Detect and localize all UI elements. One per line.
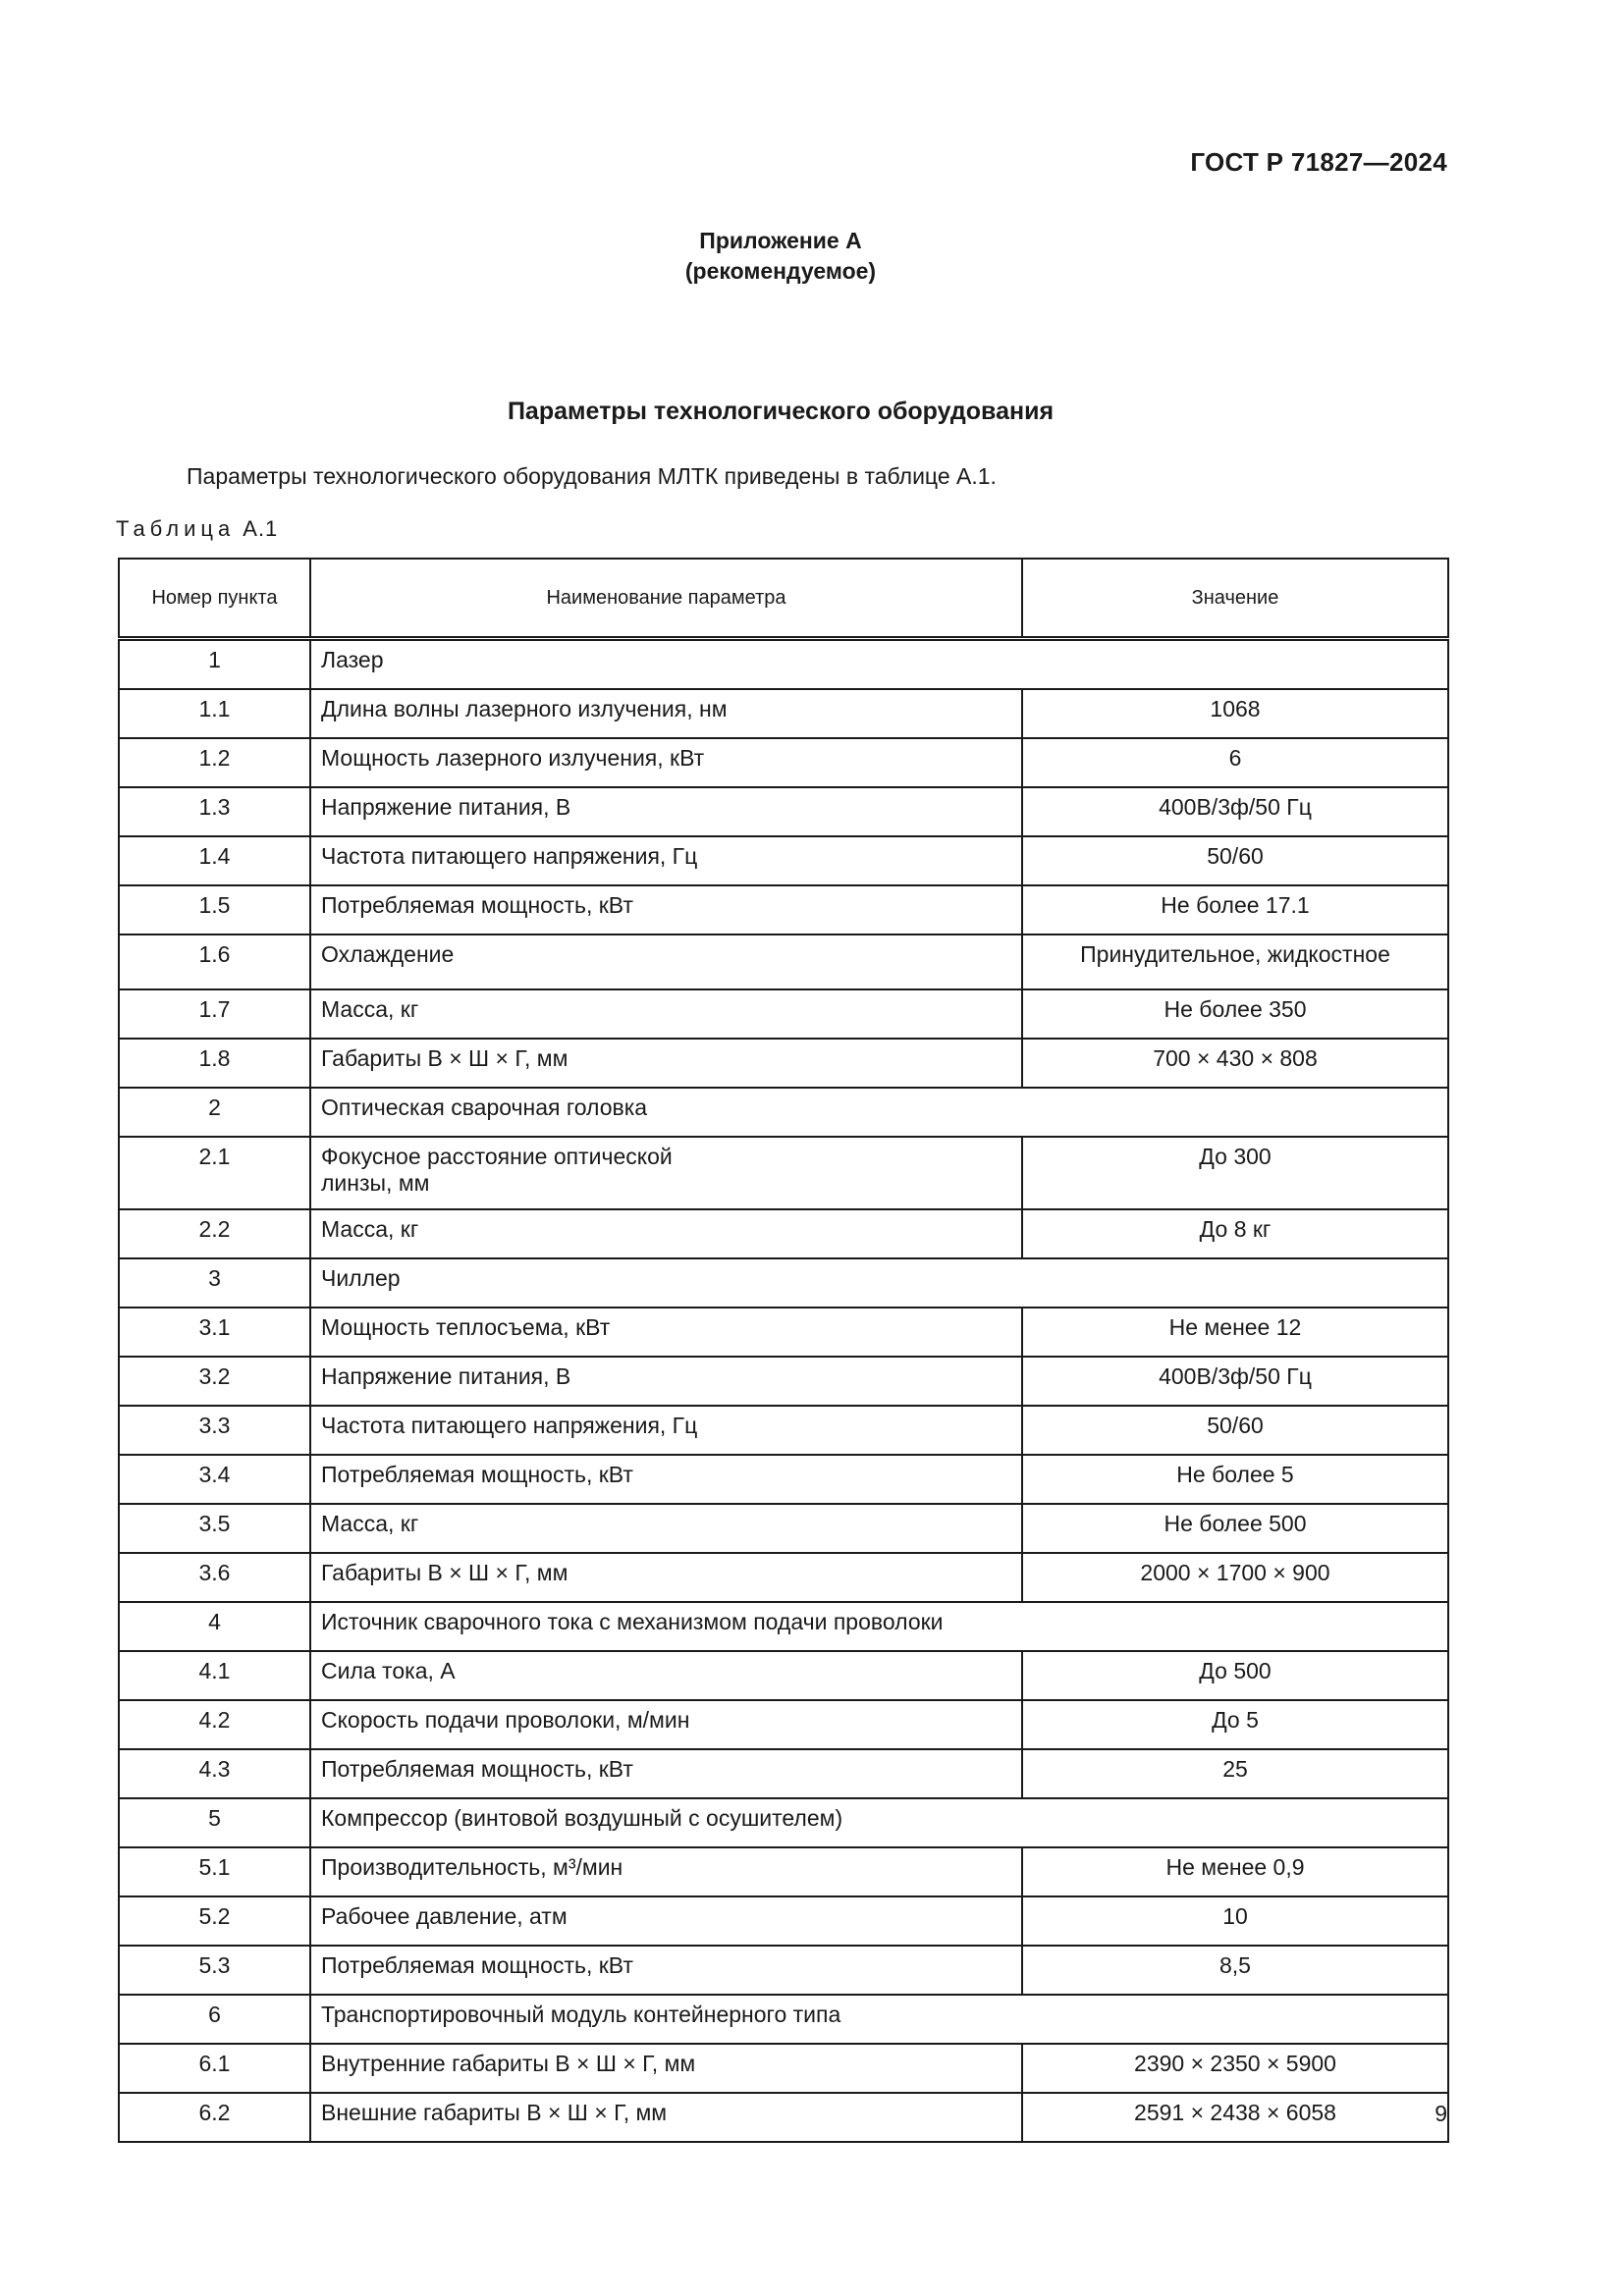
row-parameter-name: Производительность, м³/мин — [310, 1847, 1022, 1896]
table-row — [119, 885, 1448, 934]
row-parameter-name: Потребляемая мощность, кВт — [310, 885, 1022, 934]
row-number: 1.3 — [119, 787, 310, 836]
row-parameter-name: Частота питающего напряжения, Гц — [310, 1406, 1022, 1455]
row-value: Не менее 12 — [1022, 1308, 1448, 1357]
row-number: 6.1 — [119, 2044, 310, 2093]
row-number: 4.3 — [119, 1749, 310, 1798]
column-header-value: Значение — [1022, 559, 1448, 639]
row-value: До 500 — [1022, 1651, 1448, 1700]
row-number: 4.1 — [119, 1651, 310, 1700]
row-parameter-name: Оптическая сварочная головка — [310, 1088, 1448, 1137]
row-parameter-name: Потребляемая мощность, кВт — [310, 1749, 1022, 1798]
row-number: 5.3 — [119, 1946, 310, 1995]
row-number: 6.2 — [119, 2093, 310, 2142]
table-group-row — [119, 639, 1448, 690]
row-parameter-name: Потребляемая мощность, кВт — [310, 1455, 1022, 1504]
row-value: 2390 × 2350 × 5900 — [1022, 2044, 1448, 2093]
section-title: Параметры технологического оборудования — [507, 398, 1055, 425]
row-value: 10 — [1022, 1896, 1448, 1946]
row-value: Не менее 0,9 — [1022, 1847, 1448, 1896]
row-parameter-name: Мощность теплосъема, кВт — [310, 1308, 1022, 1357]
row-value: 700 × 430 × 808 — [1022, 1039, 1448, 1088]
row-number: 3.2 — [119, 1357, 310, 1406]
table-row — [119, 1137, 1448, 1209]
table-row — [119, 1406, 1448, 1455]
row-parameter-name: Мощность лазерного излучения, кВт — [310, 738, 1022, 787]
row-parameter-name: Источник сварочного тока с механизмом подачи проволоки — [310, 1602, 1448, 1651]
table-row — [119, 836, 1448, 885]
table-row — [119, 787, 1448, 836]
row-parameter-name: Внешние габариты В × Ш × Г, мм — [310, 2093, 1022, 2142]
row-value: Не более 500 — [1022, 1504, 1448, 1553]
row-number: 4 — [119, 1602, 310, 1651]
table-group-row — [119, 1798, 1448, 1847]
column-header-number: Номер пункта — [119, 559, 310, 639]
table-row — [119, 1651, 1448, 1700]
row-number: 5.1 — [119, 1847, 310, 1896]
row-parameter-name: Сила тока, А — [310, 1651, 1022, 1700]
table-row — [119, 2044, 1448, 2093]
row-value: До 5 — [1022, 1700, 1448, 1749]
row-parameter-name: Транспортировочный модуль контейнерного типа — [310, 1995, 1448, 2044]
row-value: 8,5 — [1022, 1946, 1448, 1995]
table-row — [119, 1847, 1448, 1896]
table-row — [119, 1553, 1448, 1602]
column-header-name: Наименование параметра — [310, 559, 1022, 639]
table-group-row — [119, 1088, 1448, 1137]
row-value: 400В/3ф/50 Гц — [1022, 787, 1448, 836]
table-caption-number: А.1 — [243, 516, 279, 541]
intro-paragraph: Параметры технологического оборудования МЛТК приведены в таблице А.1. — [187, 463, 997, 489]
row-value: Не более 5 — [1022, 1455, 1448, 1504]
document-code: ГОСТ Р 71827—2024 — [1190, 147, 1447, 177]
table-row — [119, 1455, 1448, 1504]
row-number: 5.2 — [119, 1896, 310, 1946]
appendix-title: Приложение А — [699, 228, 862, 253]
row-number: 3.4 — [119, 1455, 310, 1504]
row-parameter-name: Частота питающего напряжения, Гц — [310, 836, 1022, 885]
row-parameter-name: Компрессор (винтовой воздушный с осушителем) — [310, 1798, 1448, 1847]
row-value: Не более 17.1 — [1022, 885, 1448, 934]
row-value: До 8 кг — [1022, 1209, 1448, 1258]
row-value: Не более 350 — [1022, 989, 1448, 1039]
row-number: 6 — [119, 1995, 310, 2044]
page-number: 9 — [1435, 2101, 1447, 2126]
row-parameter-name: Потребляемая мощность, кВт — [310, 1946, 1022, 1995]
row-number: 1.6 — [119, 934, 310, 989]
table-row — [119, 1946, 1448, 1995]
row-value: 25 — [1022, 1749, 1448, 1798]
table-body — [119, 639, 1448, 2143]
row-parameter-name: Напряжение питания, В — [310, 1357, 1022, 1406]
row-number: 1.7 — [119, 989, 310, 1039]
table-row — [119, 2093, 1448, 2142]
row-value: До 300 — [1022, 1137, 1448, 1209]
row-parameter-name: Скорость подачи проволоки, м/мин — [310, 1700, 1022, 1749]
row-parameter-name: Масса, кг — [310, 989, 1022, 1039]
table-row — [119, 1308, 1448, 1357]
row-parameter-name: Напряжение питания, В — [310, 787, 1022, 836]
parameters-table — [118, 558, 1449, 2143]
row-parameter-name: Внутренние габариты В × Ш × Г, мм — [310, 2044, 1022, 2093]
row-parameter-name: Габариты В × Ш × Г, мм — [310, 1039, 1022, 1088]
row-parameter-name: Масса, кг — [310, 1209, 1022, 1258]
row-parameter-name: Охлаждение — [310, 934, 1022, 989]
table-group-row — [119, 1602, 1448, 1651]
row-number: 1.2 — [119, 738, 310, 787]
row-parameter-name: Рабочее давление, атм — [310, 1896, 1022, 1946]
row-parameter-name: Чиллер — [310, 1258, 1448, 1308]
row-number: 3.5 — [119, 1504, 310, 1553]
row-number: 1.1 — [119, 689, 310, 738]
row-value: 6 — [1022, 738, 1448, 787]
row-parameter-name: Масса, кг — [310, 1504, 1022, 1553]
row-number: 3.6 — [119, 1553, 310, 1602]
table-row — [119, 1357, 1448, 1406]
table-row — [119, 738, 1448, 787]
table-row — [119, 989, 1448, 1039]
table-caption — [116, 516, 278, 542]
row-number: 4.2 — [119, 1700, 310, 1749]
row-value: 50/60 — [1022, 836, 1448, 885]
row-number: 1.4 — [119, 836, 310, 885]
row-value: 2000 × 1700 × 900 — [1022, 1553, 1448, 1602]
row-number: 3.3 — [119, 1406, 310, 1455]
table-header-row — [119, 559, 1448, 639]
row-number: 2.1 — [119, 1137, 310, 1209]
row-parameter-name: Фокусное расстояние оптической линзы, мм — [310, 1137, 1022, 1209]
row-value: 1068 — [1022, 689, 1448, 738]
appendix-heading — [0, 226, 1561, 287]
row-number: 2.2 — [119, 1209, 310, 1258]
appendix-subtitle: (рекомендуемое) — [684, 258, 877, 284]
row-number: 1.5 — [119, 885, 310, 934]
table-row — [119, 1039, 1448, 1088]
table-row — [119, 1504, 1448, 1553]
row-number: 2 — [119, 1088, 310, 1137]
row-number: 5 — [119, 1798, 310, 1847]
table-row — [119, 1896, 1448, 1946]
row-number: 1.8 — [119, 1039, 310, 1088]
row-number: 3 — [119, 1258, 310, 1308]
row-value: Принудительное, жидкостное — [1022, 934, 1448, 989]
row-value: 50/60 — [1022, 1406, 1448, 1455]
row-value: 2591 × 2438 × 6058 — [1022, 2093, 1448, 2142]
table-row — [119, 1749, 1448, 1798]
row-parameter-name: Лазер — [310, 639, 1448, 690]
row-value: 400В/3ф/50 Гц — [1022, 1357, 1448, 1406]
table-group-row — [119, 1258, 1448, 1308]
table-row — [119, 689, 1448, 738]
table-row — [119, 1700, 1448, 1749]
table-caption-label: Таблица — [116, 516, 236, 541]
row-number: 3.1 — [119, 1308, 310, 1357]
row-parameter-name: Длина волны лазерного излучения, нм — [310, 689, 1022, 738]
row-number: 1 — [119, 639, 310, 690]
table-group-row — [119, 1995, 1448, 2044]
table-row — [119, 1209, 1448, 1258]
row-parameter-name: Габариты В × Ш × Г, мм — [310, 1553, 1022, 1602]
table-row — [119, 934, 1448, 989]
